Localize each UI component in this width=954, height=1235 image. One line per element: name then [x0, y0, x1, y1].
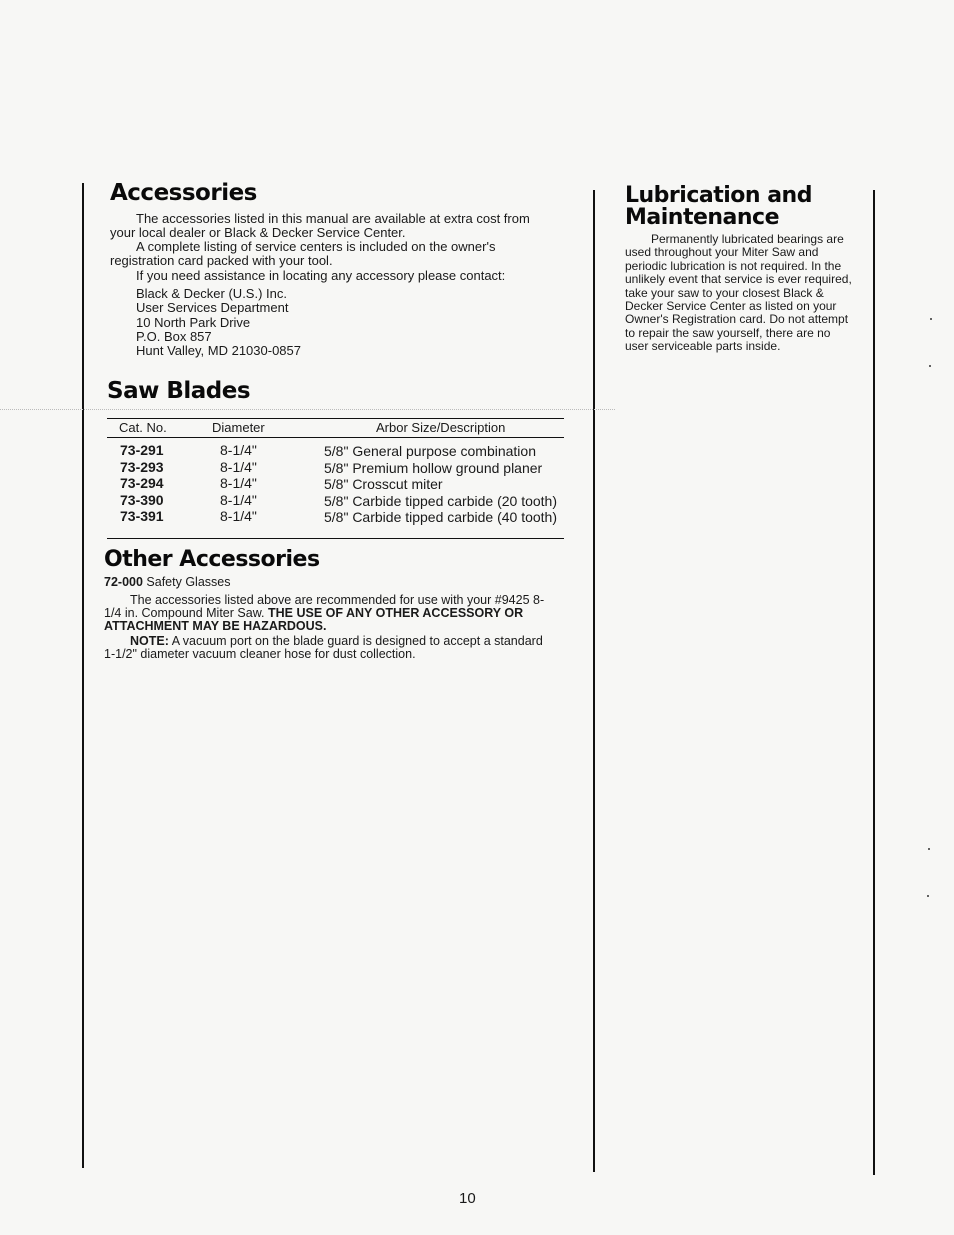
- safety-glasses-label: Safety Glasses: [146, 575, 231, 589]
- table-cell: 5/8" General purpose combination: [324, 443, 536, 459]
- col-header-cat-no: Cat. No.: [119, 420, 167, 435]
- table-cell: 73-391: [120, 508, 164, 524]
- diameter-column: [220, 442, 257, 525]
- table-cell: 5/8" Carbide tipped carbide (40 tooth): [324, 509, 558, 525]
- address-line: User Services Department: [136, 300, 289, 316]
- scan-speck: [930, 318, 932, 320]
- lubrication-paragraph: Permanently lubricated bearings are used throughout your Miter Saw and periodic lubrication is not required. In the unlikely event that service is ever required, take your saw to your closest Black & Decker Service Center as listed on your Owner's Registration card. Do not attempt to repair the saw yourself, there are no user serviceable parts inside.: [625, 232, 852, 354]
- table-cell: 8-1/4": [220, 458, 257, 475]
- table-bottom-rule: [107, 538, 564, 539]
- scan-speck: [928, 848, 930, 850]
- lubrication-heading-line1: Lubrication and: [625, 183, 812, 208]
- recommendation-text: The accessories listed above are recommended for use with your #9425 8-1/4 in. Compound Miter Saw.: [104, 593, 545, 620]
- lubrication-heading: [625, 185, 812, 229]
- accessories-paragraph-1: The accessories listed in this manual are available at extra cost from your local dealer or Black & Decker Service Center.: [110, 211, 530, 240]
- contact-address: [136, 287, 301, 358]
- scan-speck: [927, 895, 929, 897]
- scan-dotted-line: [0, 409, 615, 410]
- address-line: 10 North Park Drive: [136, 314, 251, 330]
- col-header-arbor: Arbor Size/Description: [376, 420, 506, 435]
- description-column: [324, 443, 557, 526]
- left-column-rule: [82, 183, 84, 1168]
- address-line: Hunt Valley, MD 21030-0857: [136, 343, 302, 359]
- accessories-paragraph-2: A complete listing of service centers is included on the owner's registration card packed with your tool.: [110, 239, 496, 268]
- table-header-rule: [107, 437, 564, 438]
- page-number: 10: [459, 1190, 476, 1207]
- accessories-heading: Accessories: [110, 180, 257, 206]
- note-text: A vacuum port on the blade guard is designed to accept a standard 1-1/2" diameter vacuum cleaner hose for dust collection.: [104, 634, 543, 661]
- other-accessories-paragraph: [104, 594, 556, 633]
- table-cell: 5/8" Crosscut miter: [324, 476, 443, 492]
- vacuum-note: [104, 635, 556, 661]
- table-cell: 8-1/4": [220, 442, 257, 458]
- accessories-paragraph-3: If you need assistance in locating any accessory please contact:: [136, 268, 506, 283]
- table-top-rule: [107, 418, 564, 419]
- saw-blades-heading: Saw Blades: [107, 378, 251, 404]
- lubrication-heading-line2: Maintenance: [625, 205, 780, 230]
- table-cell: 5/8" Premium hollow ground planer: [324, 459, 543, 476]
- table-cell: 5/8" Carbide tipped carbide (20 tooth): [324, 492, 558, 509]
- table-cell: 8-1/4": [220, 508, 257, 524]
- table-cell: 73-291: [120, 442, 164, 458]
- other-accessories-heading: Other Accessories: [104, 547, 320, 572]
- cat-no-column: [120, 442, 164, 525]
- table-cell: 73-390: [120, 491, 164, 508]
- safety-glasses-item: [104, 575, 231, 589]
- hazard-warning: THE USE OF ANY OTHER ACCESSORY OR ATTACHMENT MAY BE HAZARDOUS.: [104, 606, 524, 633]
- address-line: P.O. Box 857: [136, 328, 212, 344]
- table-cell: 73-294: [120, 475, 164, 491]
- scan-speck: [929, 365, 931, 367]
- address-line: Black & Decker (U.S.) Inc.: [136, 286, 287, 301]
- right-column-rule: [873, 190, 875, 1175]
- middle-column-rule: [593, 190, 595, 1172]
- table-cell: 8-1/4": [220, 475, 257, 491]
- safety-glasses-cat-no: 72-000: [104, 575, 143, 589]
- table-cell: 8-1/4": [220, 491, 257, 508]
- table-cell: 73-293: [120, 458, 164, 475]
- col-header-diameter: Diameter: [212, 420, 265, 435]
- note-label: NOTE:: [130, 634, 169, 648]
